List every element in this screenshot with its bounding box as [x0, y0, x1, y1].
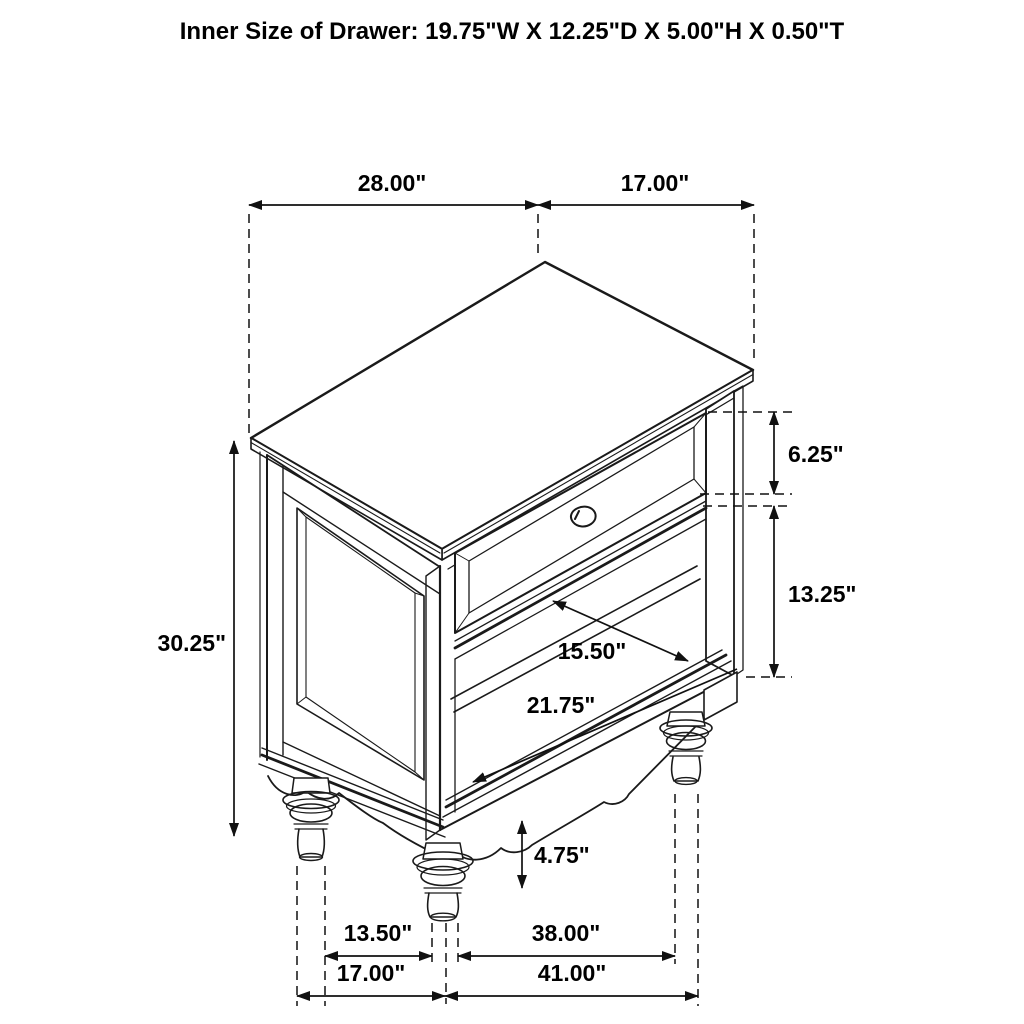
side-panel-bevel-ticks — [297, 508, 424, 780]
side-panel-bevel — [306, 517, 415, 772]
right-leg-cap — [667, 712, 705, 726]
dim-label-drawer-face-height: 6.25" — [788, 441, 844, 467]
dim-label-top-depth: 28.00" — [357, 170, 427, 196]
dim-label-base-depth: 17.00" — [336, 960, 406, 986]
nightstand-drawing — [251, 262, 753, 921]
right-post-outer-sliver — [734, 386, 743, 676]
right-leg-rings — [669, 751, 703, 756]
right-leg — [660, 712, 712, 784]
front-leg-rings — [424, 888, 462, 893]
dim-label-shelf-width: 21.75" — [526, 692, 596, 718]
dim-base-depth — [297, 960, 445, 996]
dim-label-leg-height: 4.75" — [534, 842, 590, 868]
dim-leg-spacing-side — [325, 920, 432, 956]
base-right-corner-block — [704, 672, 737, 720]
side-panel-frame — [297, 508, 424, 780]
front-leg — [413, 843, 473, 921]
dim-label-leg-spacing-front: 38.00" — [531, 920, 601, 946]
right-post-face — [706, 391, 734, 676]
front-corner-post — [426, 566, 440, 840]
dim-shelf-opening-height — [774, 506, 856, 677]
dim-base-width — [445, 960, 698, 996]
dim-label-shelf-depth: 15.50" — [557, 638, 627, 664]
front-leg-cap — [423, 843, 463, 859]
dim-top-width — [538, 170, 754, 205]
tabletop — [251, 262, 753, 560]
page-title: Inner Size of Drawer: 19.75"W X 12.25"D X 5.00"H X 0.50"T — [179, 18, 845, 45]
front-post-side-edge — [426, 566, 440, 840]
dim-overall-height — [158, 441, 234, 836]
dim-label-base-width: 41.00" — [537, 960, 607, 986]
base-molding — [259, 650, 737, 860]
base-left-line-2 — [262, 755, 443, 827]
dim-label-shelf-opening-height: 13.25" — [788, 581, 857, 607]
dim-label-overall-height: 30.25" — [157, 630, 226, 656]
base-right-line-3 — [443, 661, 731, 817]
dim-label-top-width: 17.00" — [620, 170, 690, 196]
dim-leg-spacing-front — [458, 920, 675, 956]
dim-label-leg-spacing-side: 13.50" — [343, 920, 413, 946]
left-leg — [283, 778, 339, 861]
